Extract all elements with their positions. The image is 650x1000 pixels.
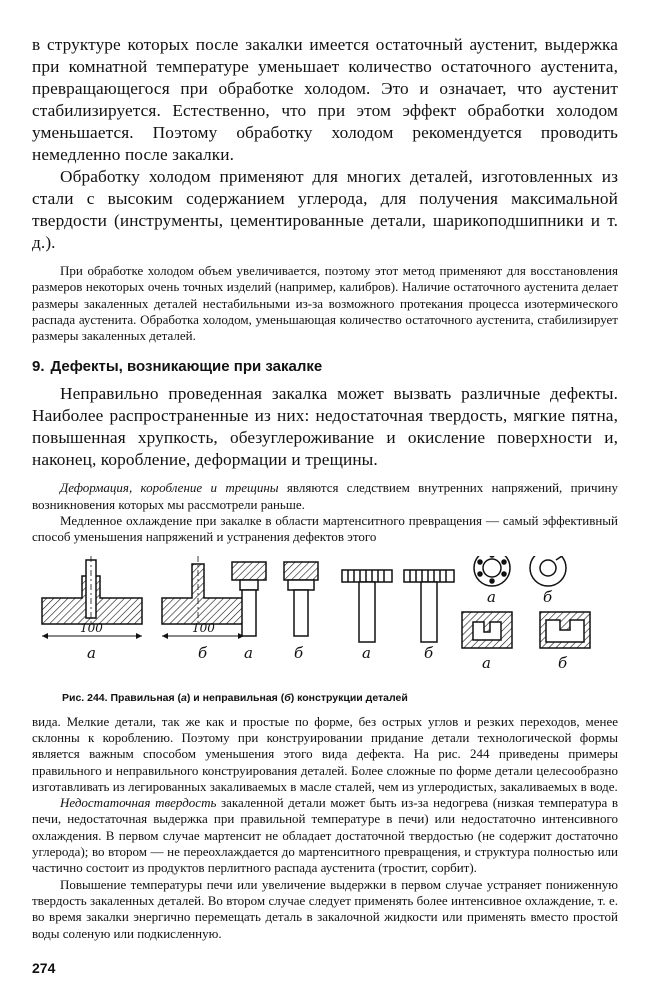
figure-drawing [32,556,618,690]
figure-caption [62,692,618,704]
bolt-a-label: а [244,643,253,662]
paragraph-1: в структуре которых после закалки имеется остаточный аустенит, выдержка при комнатной температуре уменьшает количество остаточного аустенита, превращающегося при обработке холодом. Это и означает, что аустенит стабилизируется. Естественно, что при этом эффект обработки холодом уменьшается. Поэтому обработку холодом рекомендуется проводить немедленно после закалки. [32,35,618,164]
channel-b [540,612,590,648]
paragraph-8-italic: Недостаточная твердость [60,795,217,811]
caption-suffix: ) конструкции деталей [290,691,408,704]
caption-b: б [284,691,291,704]
ring-a-label: а [487,587,496,606]
paragraph-4: Неправильно проведенная закалка может вызвать различные дефекты. Наиболее распространенные из них: недостаточная твердость, мягкие пятна, повышенная хрупкость, обезуглероживание и окисление поверхности и, наконец, коробление, деформации и трещины. [32,384,618,470]
part-a-label: а [87,643,96,662]
caption-a: а [181,691,187,704]
dimension-right-label: 100 [192,620,215,635]
part-b-label: б [198,643,208,662]
dimension-left-label: 100 [80,620,103,635]
caption-mid: ) и неправильная ( [186,691,285,704]
caption-prefix: Рис. 244. Правильная ( [62,691,182,704]
ring-b [530,556,566,586]
roller-b [404,570,454,642]
paragraph-6: Медленное охлаждение при закалке в области мартенситного превращения — самый эффективный способ уменьшения напряжений и устранения дефектов этого [32,513,618,545]
ring-b-label: б [543,587,553,606]
page-body [32,34,618,942]
channel-a [462,612,512,648]
channel-a-label: а [482,653,491,672]
paragraph-8-rest: закаленной детали может быть из-за недогрева (низкая температура в печи, недостаточная выдержка при правильной температуре в печи) или недостаточно интенсивного охлаждения. В первом случае мартенсит не обладает достаточной твердостью (не содержит достаточно углерода); во втором — не переохлаждается до мартенситного превращения, и структура полностью или частично состоит из продуктов перлитного распада аустенита (тростит, сорбит). [32,795,618,876]
roller-b-label: б [424,643,434,662]
channel-b-label: б [558,653,568,672]
paragraph-8 [32,795,618,876]
roller-a-label: а [362,643,371,662]
ring-a [474,556,510,586]
part-a-correct-flange [42,556,142,626]
section-heading [32,358,618,375]
section-number: 9. [32,358,45,376]
paragraph-5 [32,480,618,513]
paragraph-5-italic: Деформация, коробление и трещины [60,480,279,496]
figure-244 [32,556,618,690]
page-number: 274 [32,960,56,976]
paragraph-7: вида. Мелкие детали, так же как и простые по форме, без острых углов и резких переходов, менее склонны к короблению. Поэтому при конструировании придание детали технологической формы является важным способом уменьшения этого вида дефекта. На рис. 244 приведены примеры правильного и неправильного конструирования деталей. Более сложные по форме детали целесообразно изготавливать из легированных закаливаемых в масле сталей, чем из углеродистых, закаливаемых в воде. [32,713,618,794]
paragraph-5-rest: являются следствием внутренних напряжений, причину возникновения которых мы рассмотрели раньше. [32,480,618,512]
section-title: Дефекты, возникающие при закалке [50,358,323,376]
roller-a [342,570,392,642]
paragraph-9: Повышение температуры печи или увеличение выдержки в первом случае устраняет пониженную твердость закаленных деталей. Во втором случае следует применять более интенсивное охлаждение, т. е. во время закалки энергично перемещать деталь в закалочной жидкости или применять вместо простой воды соленую или подкисленную. [32,876,618,941]
paragraph-3: При обработке холодом объем увеличивается, поэтому этот метод применяют для восстановления размеров некоторых очень точных изделий (например, калибров). Наличие остаточного аустенита делает размеры закаленных деталей нестабильными из-за возможного протекания процесса изотермического распада аустенита. Обработка холодом, уменьшающая количество остаточного аустенита, стабилизирует размеры закаленных деталей. [32,263,618,344]
paragraph-2: Обработку холодом применяют для многих деталей, изготовленных из стали с высоким содержанием углерода, для получения максимальной твердости (инструменты, цементированные детали, шарикоподшипники и т. д.). [32,167,618,252]
bolt-b-label: б [294,643,304,662]
bolt-b [284,562,318,636]
